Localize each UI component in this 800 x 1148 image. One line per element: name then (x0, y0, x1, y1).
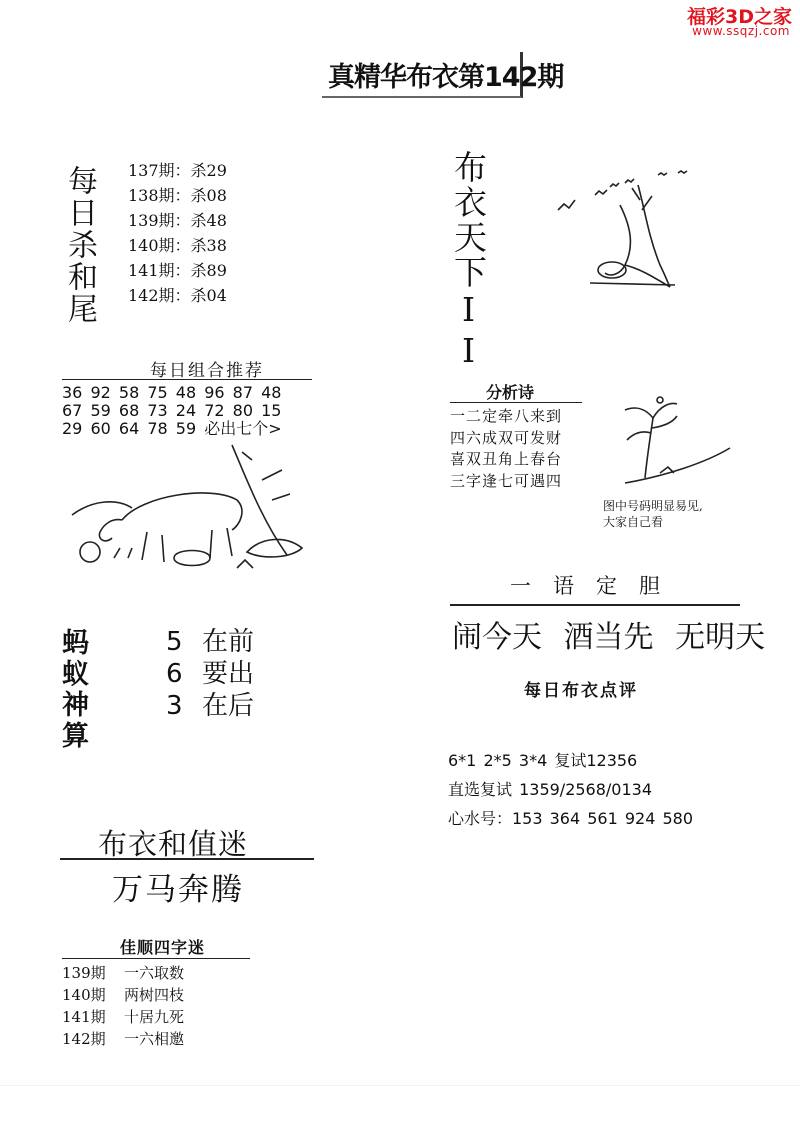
daily-kill-list (128, 158, 227, 308)
list-item: 喜双丑角上春台 (450, 450, 563, 468)
four-char-mi-list (62, 962, 184, 1050)
mi-text: 两树四枝 (124, 986, 185, 1004)
ant-text: 在后 (202, 691, 255, 721)
list-item: 心水号：153 364 561 924 580 (448, 809, 694, 828)
hezhi-mi-title: 布衣和值迷 (98, 827, 249, 861)
list-item (166, 626, 254, 658)
analysis-poem-note (603, 498, 703, 530)
analysis-poem (450, 406, 562, 492)
list-item: 29 60 64 78 59 必出七个> (62, 419, 282, 438)
mi-period: 142期 (62, 1030, 106, 1048)
ant-num: 6 (166, 659, 183, 689)
list-item (166, 690, 254, 722)
mi-period: 140期 (62, 986, 106, 1004)
fushi-list (448, 746, 693, 833)
tree-illustration (605, 388, 735, 488)
list-item: 67 59 68 73 24 72 80 15 (62, 401, 282, 420)
list-item: 140期：杀38 (128, 236, 227, 255)
divider (62, 958, 250, 959)
list-item: 142期：杀04 (128, 286, 227, 305)
mi-text: 一六相邀 (124, 1030, 185, 1048)
list-item: 四六成双可发财 (450, 428, 563, 447)
list-item: 一二定牵八来到 (450, 407, 563, 425)
list-item: 6*1 2*5 3*4 复试12356 (448, 751, 638, 770)
daily-combo-title: 每日组合推荐 (150, 361, 264, 381)
mi-text: 十居九死 (124, 1008, 185, 1026)
list-item (62, 1028, 184, 1050)
ox-illustration (62, 440, 320, 580)
ant-num: 5 (166, 627, 183, 657)
watermark-site-name: 福彩3D之家 (687, 6, 792, 28)
list-item: 138期：杀08 (128, 186, 227, 205)
yiyu-dingdan-title: 一语定胆 (510, 574, 682, 598)
list-item: 三字逢七可遇四 (450, 471, 563, 490)
divider (0, 1085, 800, 1086)
divider (450, 604, 740, 606)
ant-suan-label: 蚂蚁神算 (62, 628, 89, 752)
mi-period: 139期 (62, 964, 106, 982)
ant-num: 3 (166, 691, 183, 721)
daily-kill-label: 每日杀和尾 (62, 165, 97, 325)
list-item: 直选复试 1359/2568/0134 (448, 780, 653, 799)
list-item (62, 984, 184, 1006)
list-item (62, 962, 184, 984)
analysis-poem-title: 分析诗 (486, 383, 535, 402)
mi-text: 一六取数 (124, 964, 185, 982)
list-item: 大家自己看 (603, 515, 664, 529)
daily-combo-numbers (62, 384, 282, 438)
four-char-mi-title: 佳顺四字迷 (120, 938, 206, 957)
buyi-tianxia-label: 布衣天下II (449, 150, 488, 372)
ant-suan-list (166, 626, 254, 722)
ant-text: 要出 (202, 659, 255, 689)
divider (62, 379, 312, 380)
list-item (166, 658, 254, 690)
hezhi-mi-answer: 万马奔腾 (112, 872, 244, 908)
list-item (62, 1006, 184, 1028)
list-item: 图中号码明显易见, (603, 499, 703, 513)
mi-period: 141期 (62, 1008, 106, 1026)
list-item: 139期：杀48 (128, 211, 227, 230)
ant-text: 在前 (202, 627, 255, 657)
yiyu-dingdan-text: 闹今天 酒当先 无明天 (452, 620, 766, 655)
list-item: 137期：杀29 (128, 161, 227, 180)
birds-tree-illustration (550, 165, 700, 295)
divider (60, 858, 314, 860)
divider (450, 402, 582, 403)
list-item: 36 92 58 75 48 96 87 48 (62, 383, 282, 402)
list-item: 141期：杀89 (128, 261, 227, 280)
watermark-url: www.ssqzj.com (692, 24, 790, 38)
daily-review-title: 每日布衣点评 (524, 681, 638, 701)
page-title: 真精华布衣第142期 (328, 62, 564, 93)
